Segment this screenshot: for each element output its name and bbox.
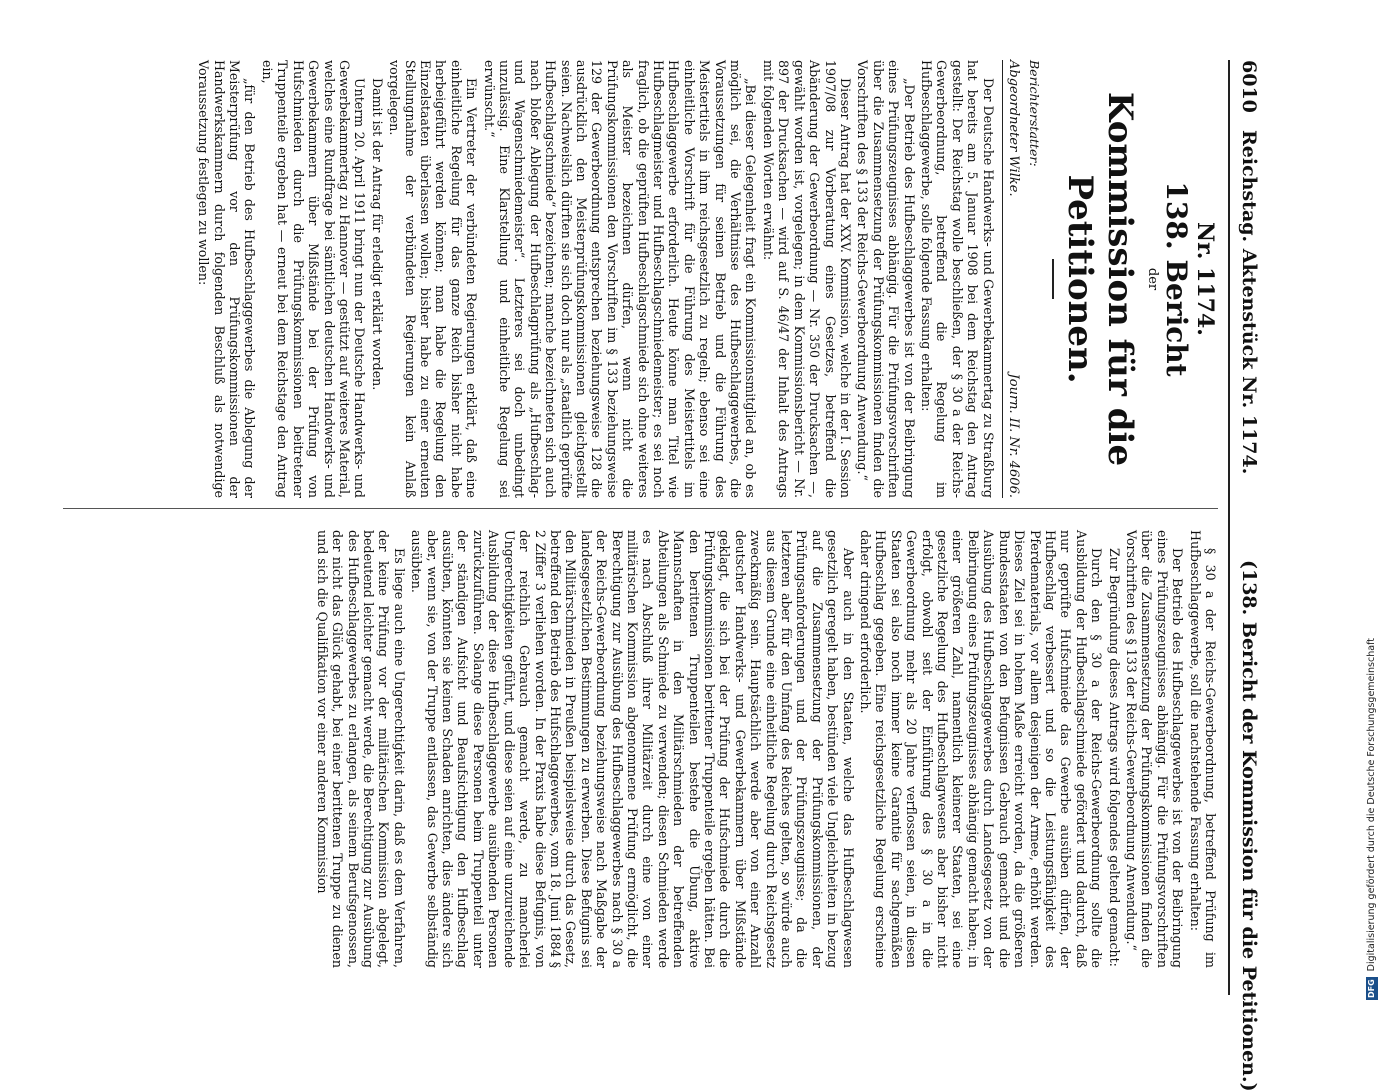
- paragraph: Dieser Antrag hat der XXV. Kommission, welche in der I. Session 1907/08 zur Vorberatung eines Gesetzes, betreffend die Abänderung der Gewerbeordnung — Nr. 350 der Drucksachen —, gewählt worden ist, vorgelegen; in dem Kommissionsbericht — Nr. 897 der Drucksachen — wird auf S. 46/47 der Inhalt des Antrags mit folgenden Worten erwähnt:: [760, 60, 853, 498]
- paragraph: Der Deutsche Handwerks- und Gewerbekammertag zu Straßburg hat bereits am 5. Januar 1908 bei dem Reichstag den Antrag gestellt: Der Reichstag wolle beschließen, der § 30 a der Reichs-Gewerbeordnung, betreffend die Regelung im Hufbeschlaggewerbe, solle folgende Fassung erhalten:: [918, 60, 996, 498]
- paragraph: Aber auch in den Staaten, welche das Hufbeschlagwesen gesetzlich geregelt haben, bestünden viele Ungleichheiten in bezug auf die Zusammensetzung der Prüfungskommissionen, der Prüfungsanforderungen und der Prüfungszeugnisse; da die letzteren aber für den Umfang des Reiches gelten, so würde auch aus diesem Grunde eine einheitliche Regelung durch Reichsgesetz zweckmäßig sein. Hauptsächlich werde aber von einer Anzahl deutscher Handwerks- und Gewerbekammern über Mißstände geklagt, die sich bei der Prüfung der Hufschmiede durch die Prüfungskommissionen berittener Truppenteile ergeben hätten. Bei den berittenen Truppenteilen bestehe die Übung, aktive Mannschaften in den Militärschmieden der betreffenden Abteilungen als Schmiede zu verwenden; diesen Schmieden werde es nach Abschluß ihrer Militärzeit durch eine von einer militärischen Kommission abgenommene Prüfung ermöglicht, die Berechtigung zur Ausübung des Hufbeschlaggewerbes nach § 30 a der Reichs-Gewerbeordnung beziehungsweise nach Maßgabe der landesgesetzlichen Bestimmungen zu erwerben. Diese Befugnis sei den Militärschmieden in Preußen beispielsweise durch das Gesetz, betreffend den Betrieb des Hufschlaggewerbes, vom 18. Juni 1884 § 2 Ziffer 3 verliehen worden. In der Praxis habe diese Befugnis, von der reichlich Gebrauch gemacht werde, zu mancherlei Ungerechtigkeiten geführt, und diese seien auf eine unzureichende Ausbildung der diese Hufbeschlaggewerbe ausübenden Personen zurückzuführen. Solange diese Personen beim Truppenteil unter der ständigen Aufsicht und Beaufsichtigung den Hufbeschlag ausübten, könnten sie keinen Schaden anrichten, dies ändere sich aber, wenn sie, von der Truppe entlassen, das Gewerbe selbständig ausübten.: [409, 530, 856, 968]
- document-number: Nr. 1174.: [1192, 222, 1218, 336]
- dfg-logo: DFG: [1367, 979, 1376, 998]
- paragraph: Damit ist der Antrag für erledigt erklärt worden.: [369, 78, 385, 391]
- paragraph: Es liege auch eine Ungerechtigkeit darin, daß es dem Verfahren, der keine Prüfung vor der militärischen Kommission abgelegt, bedeutend leichter gemacht werde, die Berechtigung zur Ausübung des Hufbeschlaggewerbes zu erlangen, als seinem Berufsgenossen, der nicht das Glück gehabt, bei einer berittenen Truppe zu dienen und sich die Qualifikation vor einer anderen Kommission: [314, 530, 407, 968]
- paragraph: „für den Betrieb des Hufbeschlaggewerbes die Ablegung der Meisterprüfung vor den Prüfungskommissionen der Handwerkskammern durch folgenden Beschluß als notwendige Voraussetzung festlegen zu wollen:: [196, 60, 258, 498]
- rapporteur-label: Berichterstatter:: [1027, 60, 1042, 167]
- journal-reference: Journ. II. Nr. 4606.: [1005, 373, 1021, 498]
- report-der: der: [1145, 267, 1160, 291]
- page-number: 6010: [1238, 60, 1260, 113]
- paragraph: Ein Vertreter der verbündeten Regierungen erklärt, daß eine einheitliche Regelung für das ganze Reich bisher nicht habe herbeigeführt werden können; man habe die Regelung den Einzelstaaten überlassen wollen; bisher habe zu einer erneuten Stellungnahme der verbündeten Regierungen kein Anlaß vorgelegen.: [387, 60, 480, 498]
- paragraph: „Bei dieser Gelegenheit fragt ein Kommissionsmitglied an, ob es möglich sei, die Verhältnisse des Hufbeschlaggewerbes, die Voraussetzungen für seinen Betrieb und die Führung des Meistertitels in ihm reichsgesetzlich zu regeln; ebenso sei eine einheitliche Vorschrift für die Führung des Meistertitels im Hufbeschlaggewerbe erforderlich. Heute könne man Titel wie Hufbeschlagmeister und Hufbeschlagschmiedemeister; es sei noch fraglich, ob die geprüften Hufbeschlagschmiede sich ohne weiteres als Meister bezeichnen dürfen, wenn nicht die Prüfungskommissionen den Vorschriften im § 133 beziehungsweise 129 der Gewerbeordnung entsprechen beziehungsweise 128 die ausdrücklich den Meisterprüfungskommissionen gleichgestellt seien. Nachweislich dürften sie sich doch nur als „staatlich geprüfte Hufbeschlagschmiede“ bezeichnen; manche bezeichneten sich auch nach bloßer Ablegung der Hufbeschlagprüfung als „Hufbeschlag- und Wagenschmiedemeister“. Letzteres sei doch unbedingt unzulässig. Eine Klarstellung und einheitliche Regelung sei erwünscht.“: [481, 60, 759, 498]
- paragraph: „Der Betrieb des Hufbeschlaggewerbes ist von der Beibringung eines Prüfungszeugnisses abhängig. Für die Prüfungsvorschriften über die Zusammensetzung der Prüfungskommissionen finden die Vorschriften des § 133 der Reichs-Gewerbeordnung Anwendung.“: [855, 60, 917, 498]
- right-column: [312, 530, 1218, 968]
- header-left-text: Reichstag. Aktenstück Nr. 1174.: [1238, 130, 1260, 475]
- paragraph: Zur Begründung dieses Antrags wird folgendes geltend gemacht:: [1106, 548, 1122, 967]
- rapporteur-name: Abgeordneter Wilke.: [1005, 60, 1021, 197]
- left-column: [194, 60, 1218, 498]
- paragraph: § 30 a der Reichs-Gewerbeordnung, betreffend Prüfung im Hufbeschlaggewerbe, soll die nachstehende Fassung erhalten:: [1187, 530, 1218, 968]
- paragraph: Unterm 20. April 1911 bringt nun der Deutsche Handwerks- und Gewerbekammertag zu Hannover — gestützt auf weiteres Material, welches eine Rundfrage bei sämtlichen deutschen Handwerks- und Gewerbekammern über Mißstände bei der Prüfung von Hufschmieden durch die Prüfungskommissionen beitretener Truppenteile ergeben hat — erneut bei dem Reichstage den Antrag ein,: [259, 60, 368, 498]
- running-header: [1228, 60, 1264, 1092]
- report-title: 138. Bericht: [1160, 181, 1193, 377]
- rapporteur-line: [1002, 60, 1023, 498]
- commission-title: Kommission für die Petitionen.: [1060, 91, 1140, 467]
- paragraph: Der Betrieb des Hufbeschlaggewerbes ist von der Beibringung eines Prüfungszeugnisses abhängig. Für die Prüfungsvorschriften über die Zusammensetzung der Prüfungskommissionen finden die Vorschriften des § 133 der Reichs-Gewerbeordnung Anwendung.“: [1123, 530, 1186, 968]
- credit-text: Digitalisierung gefördert durch die Deutsche Forschungsgemeinschaft: [1366, 638, 1377, 972]
- title-rule: [1052, 259, 1054, 299]
- paragraph: Durch den § 30 a der Reichs-Gewerbeordnung sollte die Ausbildung der Hufbeschlagschmiede gefördert und dadurch, daß nur geprüfte Hufschmiede das Gewerbe ausüben dürfen, der Hufbeschlag verbessert und so die Leistungsfähigkeit des Pferdematerials, vor allem desjenigen der Armee, erhöht werden. Dieses Ziel sei in hohem Maße erreicht worden, da die größeren Bundesstaaten von den Befugnissen Gebrauch gemacht und die Ausübung des Hufbeschlaggewerbes durch Landesgesetz von der Beibringung eines Prüfungszeugnisses abhängig gemacht haben; in einer größeren Zahl, namentlich kleinerer Staaten, sei eine gesetzliche Regelung des Hufbeschlagwesens aber bisher nicht erfolgt, obwohl seit der Einführung des § 30 a in die Gewerbeordnung mehr als 20 Jahre verflossen seien, in diesen Staaten sei also noch immer keine Garantie für sachgemäßen Hufbeschlag gegeben. Eine reichsgesetzliche Regelung erscheine daher dringend erforderlich.: [858, 530, 1105, 968]
- column-divider: [63, 508, 1218, 509]
- digitization-credit: [1365, 0, 1379, 1000]
- header-right-text: (138. Bericht der Kommission für die Petitionen.): [1238, 560, 1260, 1092]
